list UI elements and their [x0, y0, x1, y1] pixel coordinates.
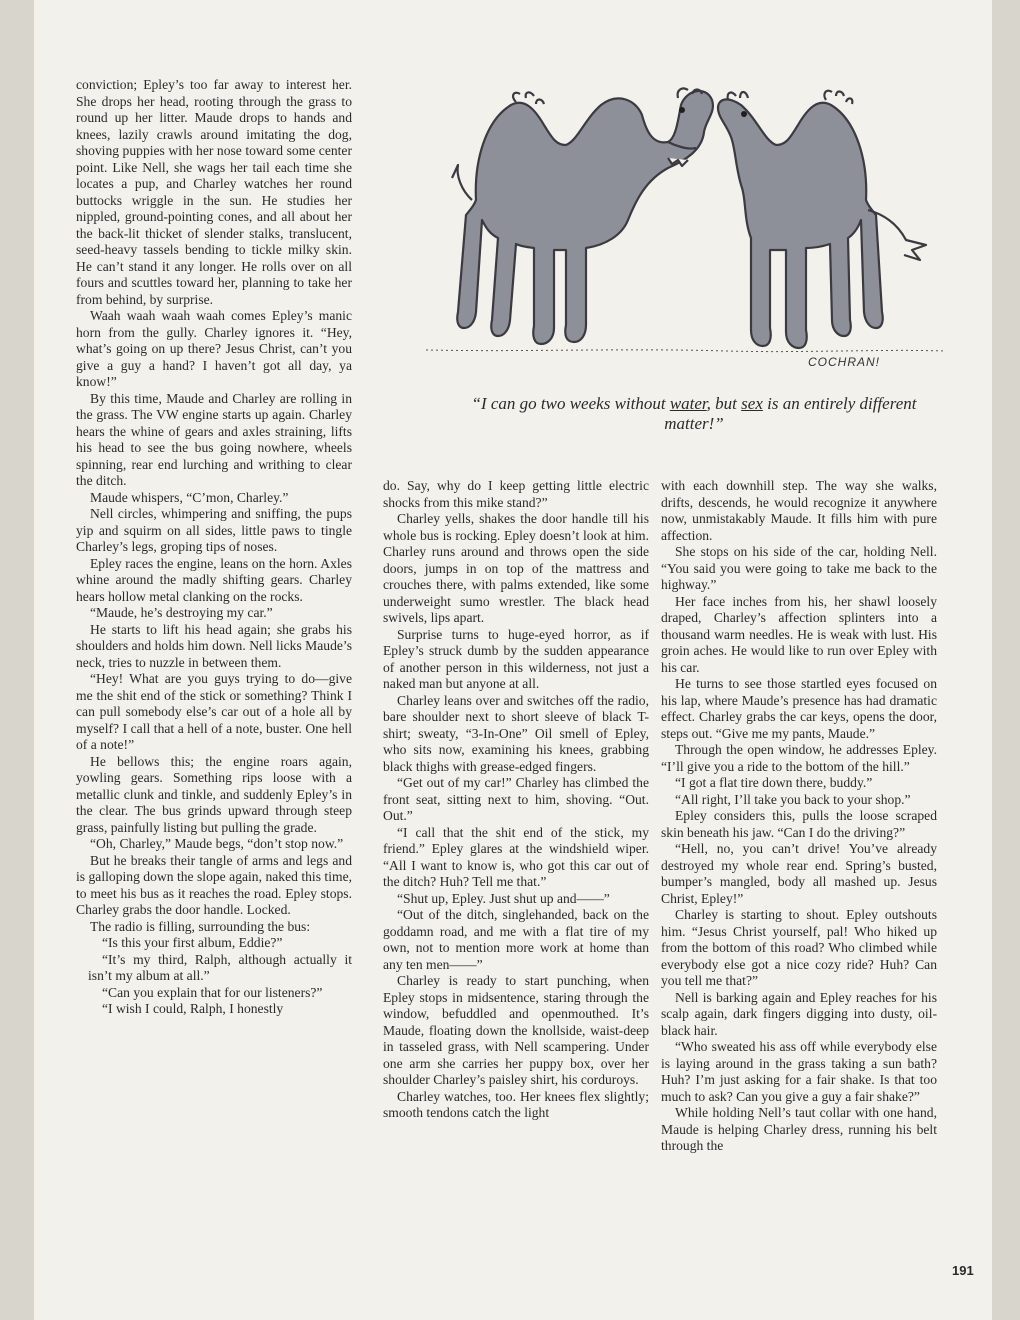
paragraph: “Oh, Charley,” Maude begs, “don’t stop now.” [90, 836, 344, 851]
paragraph: He bellows this; the engine roars again, yowling gears. Something rips loose with a metallic clunk and tinkle, and suddenly Epley’s in the clear. The bus grinds upward through steep grass, painfully listing but pulling the grade. [76, 753, 352, 835]
caption-part-1: “I can go two weeks without [471, 394, 670, 413]
paragraph: “I call that the shit end of the stick, my friend.” Epley glares at the windshield wiper. “All I want to know is, who got this car out of the ditch? Huh? Tell me that.” [383, 824, 649, 889]
paragraph: “I wish I could, Ralph, I honestly [102, 1001, 284, 1016]
paragraph: Charley is ready to start punching, when Epley stops in midsentence, staring through the window, befuddled and openmouthed. It’s Maude, floating down the knollside, waist-deep in tasseled grass, with Nell scampering. Under one arm she carries her puppy box, over her shoulder Charley’s paisley shirt, his corduroys. [383, 973, 649, 1087]
paragraph: He starts to lift his head again; she grabs his shoulders and holds him down. Nell licks Maude’s neck, tries to nuzzle in between them. [76, 621, 352, 670]
page-number: 191 [952, 1263, 974, 1278]
paragraph: “Is this your first album, Eddie?” [102, 935, 283, 950]
middle-text-column [383, 478, 649, 1122]
paragraph: Through the open window, he addresses Epley. “I’ll give you a ride to the bottom of the hill.” [661, 742, 937, 774]
paragraph: “All right, I’ll take you back to your shop.” [675, 791, 911, 807]
paragraph: with each downhill step. The way she walks, drifts, descends, he would recognize it anywhere now, unmistakably Maude. It fills him with pure affection. [661, 478, 937, 543]
paragraph: Nell circles, whimpering and sniffing, the pups yip and squirm on all sides, little paws to tingle Charley’s legs, groping tips of noses. [76, 506, 352, 554]
caption-underlined-water: water [669, 394, 707, 413]
paragraph: “Out of the ditch, singlehanded, back on the goddamn road, and me with a flat tire of my own, not to mention more work at home than any ten men——” [383, 907, 649, 972]
paragraph: Epley considers this, pulls the loose scraped skin beneath his jaw. “Can I do the driving?” [661, 808, 937, 840]
paragraph: Waah waah waah waah comes Epley’s manic horn from the gully. Charley ignores it. “Hey, what’s going on up there? Jesus Christ, can’t you give a guy a hand? I haven’t got all day, ya know!” [76, 308, 352, 389]
paragraph: The radio is filling, surrounding the bus: [90, 918, 311, 934]
paragraph: “Can you explain that for our listeners?” [102, 984, 323, 1000]
paragraph: “Get out of my car!” Charley has climbed the front seat, sitting next to him, shoving. “Out. Out.” [383, 775, 649, 823]
left-text-column [76, 77, 352, 1018]
paragraph: But he breaks their tangle of arms and legs and is galloping down the slope again, naked this time, to meet his bus as it reaches the road. Epley stops. Charley grabs the door handle. Locked. [76, 852, 352, 917]
paragraph: Charley watches, too. Her knees flex slightly; smooth tendons catch the light [383, 1088, 649, 1120]
paragraph: Charley is starting to shout. Epley outshouts him. “Jesus Christ yourself, pal! Who hiked up from the bottom of this road? Who climbed while everybody else got a nice cozy ride? Huh? Can you tell me that?” [661, 907, 937, 988]
paragraph: “Maude, he’s destroying my car.” [90, 605, 273, 620]
left-camel [452, 88, 713, 344]
paragraph: conviction; Epley’s too far away to interest her. She drops her head, rooting through the grass to round up her litter. Maude drops to hands and knees, lazily crawls around imitating the dog, shoving puppies with her nose toward some center point. Like Nell, she wags her tail each time she locates a pup, and Charley watches her round buttocks wriggle in the sun. He studies her nippled, ground-pointing cones, and all about her the back-lit thicket of slender stalks, translucent, seed-heavy tassels bending to tickle milky skin. He can’t stand it any longer. He rolls over on all fours and scuttles toward her, planning to take her from behind, by surprise. [76, 77, 352, 307]
paragraph: She stops on his side of the car, holding Nell. “You said you were going to take me back to the highway.” [661, 544, 937, 592]
paragraph: “I got a flat tire down there, buddy.” [675, 775, 873, 790]
paragraph: Epley races the engine, leans on the horn. Axles whine around the madly shifting gears. Charley hears hollow metal clanking on the rocks. [76, 555, 352, 604]
paragraph: Her face inches from his, her shawl loosely draped, Charley’s affection splinters into a thousand warm needles. He is weak with lust. His groin aches. He would like to run over Epley with his car. [661, 593, 937, 675]
paragraph: Charley yells, shakes the door handle till his whole bus is rocking. Epley doesn’t look at him. Charley runs around and throws open the side doors, jumps in on top of the mattress and crouches there, with palms extended, like some underweight sumo wrestler. The black head swivels, lips apart. [383, 511, 649, 625]
paragraph: do. Say, why do I keep getting little electric shocks from this mike stand?” [383, 478, 649, 510]
magazine-page [34, 0, 992, 1320]
camels-cartoon-illustration [406, 50, 956, 390]
paragraph: Nell is barking again and Epley reaches for his scalp again, dark fingers digging into dusty, oil-black hair. [661, 989, 937, 1038]
paragraph: Maude whispers, “C’mon, Charley.” [90, 489, 289, 505]
paragraph: He turns to see those startled eyes focused on his lap, where Maude’s presence has had dramatic effect. Charley grabs the car keys, opens the door, steps out. “Give me my pants, Maude.” [661, 676, 937, 741]
paragraph: “Who sweated his ass off while everybody else is laying around in the grass taking a sun bath? Huh? I’m just asking for a fair shake. Is that too much to ask? Can you give a guy a fair shake?” [661, 1039, 937, 1104]
paragraph: “It’s my third, Ralph, although actually it isn’t my album at all.” [88, 951, 352, 983]
caption-part-3: is an entirely different matter!” [664, 394, 917, 433]
paragraph: While holding Nell’s taut collar with one hand, Maude is helping Charley dress, running his belt through the [661, 1105, 937, 1153]
caption-part-2: , but [706, 394, 742, 413]
ground-line [426, 350, 946, 352]
right-camel [718, 91, 926, 348]
paragraph: “Hey! What are you guys trying to do—give me the shit end of the stick or something? Think I can pull somebody else’s car out of a hole all by myself? I call that a hell of a note, buster. One hell of a note!” [76, 671, 352, 752]
right-text-column [661, 478, 937, 1155]
paragraph: “Shut up, Epley. Just shut up and——” [397, 890, 610, 906]
paragraph: “Hell, no, you can’t drive! You’ve already destroyed my whole rear end. Spring’s busted, bumper’s mangled, body all mashed up. Jesus Christ, Epley!” [661, 841, 937, 906]
paragraph: Charley leans over and switches off the radio, bare shoulder next to short sleeve of black T-shirt; sweaty, “3-In-One” Oil smell of Epley, who sits now, examining his knees, grabbing black thighs with grease-edged fingers. [383, 692, 649, 774]
paragraph: Surprise turns to huge-eyed horror, as if Epley’s struck dumb by the sudden appearance of another person in this wilderness, not just a naked man but anyone at all. [383, 626, 649, 691]
cartoon-caption [464, 394, 924, 434]
paragraph: By this time, Maude and Charley are rolling in the grass. The VW engine starts up again. Charley hears the whine of gears and axles straining, lifts his head to see the bus going nowhere, wheels spinning, rear end lurching and writhing to clear the ditch. [76, 390, 352, 488]
cartoonist-signature: COCHRAN! [808, 355, 881, 369]
caption-underlined-sex: sex [741, 394, 763, 413]
